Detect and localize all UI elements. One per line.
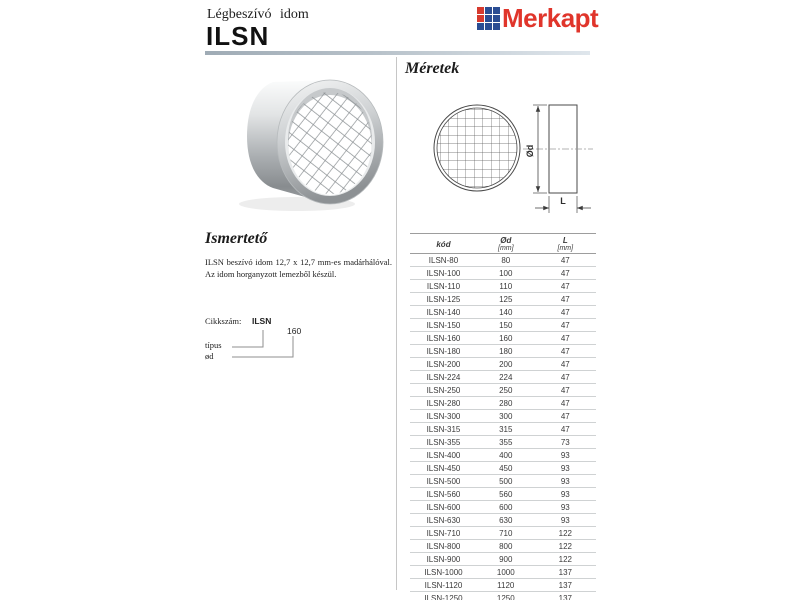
table-row — [410, 423, 596, 436]
col-header-kod: kód — [410, 234, 477, 254]
section-title-meretek: Méretek — [405, 60, 460, 77]
table-cell: 93 — [535, 488, 596, 501]
table-cell: 900 — [477, 553, 535, 566]
table-row — [410, 514, 596, 527]
table-cell: 47 — [535, 410, 596, 423]
table-cell: 300 — [477, 410, 535, 423]
table-row — [410, 332, 596, 345]
table-cell: ILSN-600 — [410, 501, 477, 514]
table-row — [410, 397, 596, 410]
table-cell: ILSN-160 — [410, 332, 477, 345]
table-cell: 137 — [535, 566, 596, 579]
header-divider — [205, 51, 590, 55]
table-cell: 1120 — [477, 579, 535, 592]
table-cell: 47 — [560, 255, 570, 265]
table-row — [410, 579, 596, 592]
table-cell: 93 — [535, 462, 596, 475]
bird-mesh — [288, 92, 372, 194]
table-cell: 280 — [477, 397, 535, 410]
table-cell: 160 — [477, 332, 535, 345]
table-cell: ILSN-400 — [410, 449, 477, 462]
table-cell: 800 — [477, 540, 535, 553]
table-cell: 47 — [535, 319, 596, 332]
table-cell: 200 — [477, 358, 535, 371]
table-cell: 150 — [477, 319, 535, 332]
ordering-label: Cikkszám: — [205, 316, 242, 326]
table-cell: ILSN-300 — [410, 410, 477, 423]
table-cell: 122 — [535, 553, 596, 566]
table-row — [410, 267, 596, 280]
table-cell: ILSN-224 — [410, 371, 477, 384]
table-cell: 122 — [535, 527, 596, 540]
table-cell: ILSN-150 — [410, 319, 477, 332]
table-cell: 47 — [535, 345, 596, 358]
table-cell: ILSN-180 — [410, 345, 477, 358]
table-cell: ILSN-140 — [410, 306, 477, 319]
table-cell: 47 — [535, 423, 596, 436]
table-row — [410, 462, 596, 475]
product-subtitle: Légbeszívó idom — [207, 7, 309, 22]
table-cell: 710 — [477, 527, 535, 540]
ordering-code: ILSN — [252, 316, 272, 326]
table-cell: 630 — [477, 514, 535, 527]
table-cell: 110 — [477, 280, 535, 293]
table-cell: 140 — [477, 306, 535, 319]
table-row — [410, 306, 596, 319]
table-row — [410, 566, 596, 579]
table-cell: ILSN-200 — [410, 358, 477, 371]
table-row — [410, 254, 596, 267]
table-cell: ILSN-800 — [410, 540, 477, 553]
table-cell: ILSN-100 — [410, 267, 477, 280]
table-cell: 80 — [501, 255, 511, 265]
table-cell: 560 — [477, 488, 535, 501]
table-cell: 125 — [477, 293, 535, 306]
section-title-ismerteto: Ismertető — [205, 230, 268, 247]
ordering-diameter-label: ød — [205, 351, 214, 361]
table-cell: ILSN-315 — [410, 423, 477, 436]
table-cell: ILSN-900 — [410, 553, 477, 566]
table-cell: ILSN-450 — [410, 462, 477, 475]
table-cell: 1000 — [477, 566, 535, 579]
table-cell: 73 — [535, 436, 596, 449]
table-row — [410, 345, 596, 358]
table-cell: 355 — [477, 436, 535, 449]
table-cell: 47 — [535, 397, 596, 410]
brand-logo — [477, 3, 598, 34]
table-row — [410, 384, 596, 397]
table-cell: 100 — [477, 267, 535, 280]
size-table-body — [410, 254, 596, 600]
table-row — [410, 488, 596, 501]
table-cell: 47 — [535, 267, 596, 280]
column-divider — [396, 57, 397, 590]
table-cell: ILSN-80 — [428, 255, 459, 265]
table-cell: 47 — [535, 332, 596, 345]
table-cell: 47 — [535, 280, 596, 293]
table-cell: 47 — [535, 371, 596, 384]
table-cell: ILSN-500 — [410, 475, 477, 488]
size-table — [410, 233, 596, 600]
front-view-inner-circle — [437, 108, 517, 188]
table-cell: ILSN-110 — [410, 280, 477, 293]
drawing-length-label: L — [560, 196, 566, 206]
product-photo — [233, 76, 391, 216]
table-cell: ILSN-1120 — [410, 579, 477, 592]
table-row — [410, 293, 596, 306]
product-code-title: ILSN — [206, 21, 270, 51]
table-row — [410, 540, 596, 553]
table-row — [410, 436, 596, 449]
table-cell: ILSN-280 — [410, 397, 477, 410]
ordering-code-block — [205, 314, 325, 369]
col-header-diameter: Ød [mm] — [477, 234, 535, 254]
table-cell: 93 — [535, 449, 596, 462]
table-row — [410, 553, 596, 566]
table-row — [410, 280, 596, 293]
table-cell: 137 — [535, 579, 596, 592]
table-cell: 1250 — [477, 592, 535, 600]
table-row — [410, 527, 596, 540]
table-cell: 93 — [535, 475, 596, 488]
table-cell: ILSN-1250 — [410, 592, 477, 600]
brand-grid-icon — [477, 7, 500, 30]
product-description: ILSN beszívó idom 12,7 x 12,7 mm-es madárhálóval. Az idom horganyzott lemezből készül. — [205, 257, 392, 280]
table-cell: 250 — [477, 384, 535, 397]
table-row — [410, 449, 596, 462]
table-row — [410, 358, 596, 371]
table-cell: 400 — [477, 449, 535, 462]
table-cell: ILSN-125 — [410, 293, 477, 306]
table-cell: 93 — [535, 501, 596, 514]
table-cell: ILSN-355 — [410, 436, 477, 449]
table-cell: 47 — [535, 293, 596, 306]
table-cell: 137 — [535, 592, 596, 600]
brand-name: Merkapt — [502, 3, 599, 33]
table-cell: 93 — [535, 514, 596, 527]
col-header-length: L [mm] — [535, 234, 596, 254]
ordering-connector-lines — [205, 314, 325, 369]
table-cell: 315 — [477, 423, 535, 436]
table-cell: 500 — [477, 475, 535, 488]
table-cell: 47 — [535, 358, 596, 371]
table-row — [410, 319, 596, 332]
table-row — [410, 501, 596, 514]
table-row — [410, 410, 596, 423]
table-cell: 122 — [535, 540, 596, 553]
size-table-header — [410, 234, 596, 254]
table-cell: 180 — [477, 345, 535, 358]
dimension-drawing — [415, 93, 600, 223]
ordering-type-label: típus — [205, 340, 222, 350]
table-cell: ILSN-1000 — [410, 566, 477, 579]
drawing-diameter-label: Ød — [525, 144, 535, 158]
table-row — [410, 592, 596, 600]
table-cell: ILSN-560 — [410, 488, 477, 501]
table-cell: 47 — [535, 384, 596, 397]
table-cell: ILSN-250 — [410, 384, 477, 397]
table-cell: 450 — [477, 462, 535, 475]
table-cell: ILSN-630 — [410, 514, 477, 527]
table-cell: 600 — [477, 501, 535, 514]
table-cell: ILSN-710 — [410, 527, 477, 540]
table-row — [410, 371, 596, 384]
table-cell: 47 — [535, 306, 596, 319]
ordering-size-example: 160 — [287, 326, 302, 336]
table-cell: 224 — [477, 371, 535, 384]
table-row — [410, 475, 596, 488]
